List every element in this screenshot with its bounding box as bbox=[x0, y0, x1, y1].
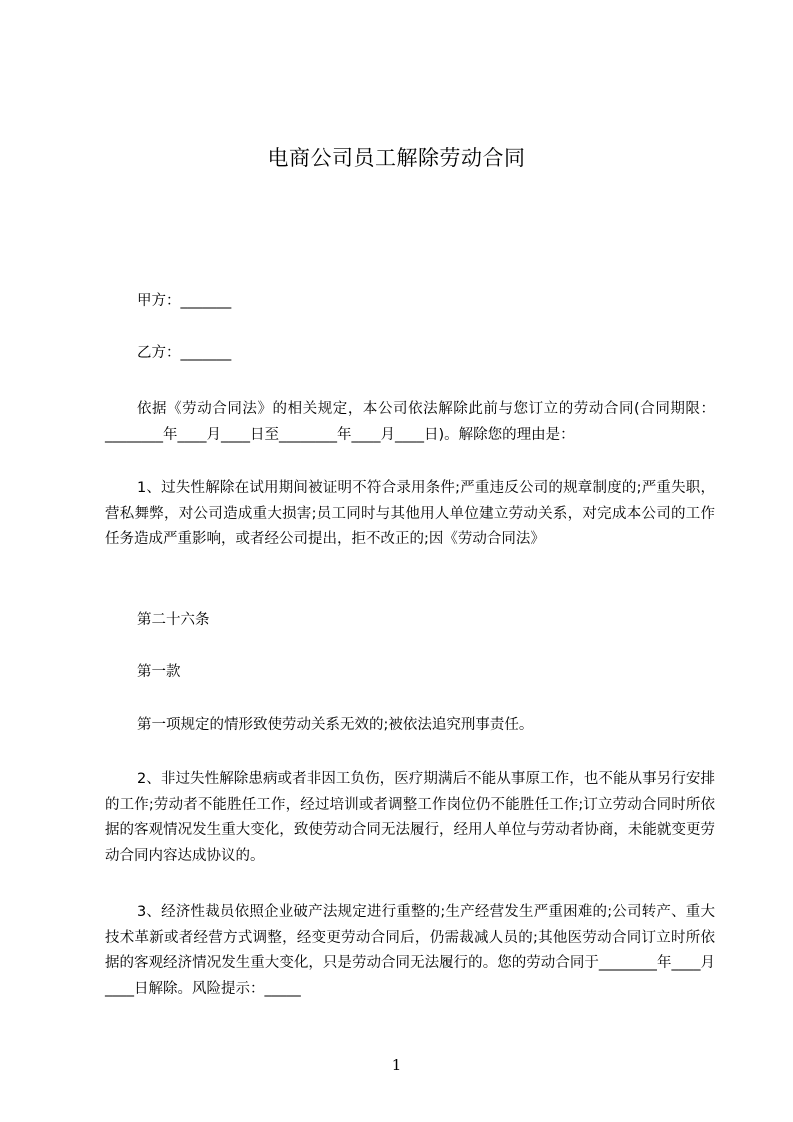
document-title: 电商公司员工解除劳动合同 bbox=[267, 146, 526, 170]
reason-2-paragraph bbox=[105, 767, 715, 869]
reason-3-paragraph bbox=[105, 900, 715, 1002]
page-number: 1 bbox=[391, 1056, 402, 1074]
intro-paragraph-text: 依据《劳动合同法》的相关规定，本公司依法解除此前与您订立的劳动合同(合同期限：________年____月____日至________年____月____日)。解除您的理由是： bbox=[105, 401, 715, 443]
intro-paragraph bbox=[105, 397, 715, 448]
reason-1-text: 1、过失性解除在试用期间被证明不符合录用条件;严重违反公司的规章制度的;严重失职，营私舞弊，对公司造成重大损害;员工同时与其他用人单位建立劳动关系，对完成本公司的工作任务造成严重影响，或者经公司提出，拒不改正的;因《劳动合同法》 bbox=[105, 480, 715, 547]
clause-heading: 第一款 bbox=[137, 664, 181, 680]
article-heading: 第二十六条 bbox=[137, 612, 210, 628]
reason-3-text: 3、经济性裁员依照企业破产法规定进行重整的;生产经营发生严重困难的;公司转产、重大技术革新或者经营方式调整，经变更劳动合同后，仍需裁减人员的;其他医劳动合同订立时所依据的客观经济情况发生重大变化，只是劳动合同无法履行的。您的劳动合同于________年____月____日解除。风险提示：_____ bbox=[105, 904, 715, 997]
party-a-line: 甲方：_______ bbox=[137, 293, 232, 309]
item-line: 第一项规定的情形致使劳动关系无效的;被依法追究刑事责任。 bbox=[137, 717, 534, 733]
reason-2-text: 2、非过失性解除患病或者非因工负伤，医疗期满后不能从事原工作，也不能从事另行安排的工作;劳动者不能胜任工作，经过培训或者调整工作岗位仍不能胜任工作;订立劳动合同时所依据的客观情况发生重大变化，致使劳动合同无法履行，经用人单位与劳动者协商，未能就变更劳动合同内容达成协议的。 bbox=[105, 771, 715, 864]
reason-1-paragraph bbox=[105, 476, 715, 553]
party-b-line: 乙方：_______ bbox=[137, 345, 232, 361]
